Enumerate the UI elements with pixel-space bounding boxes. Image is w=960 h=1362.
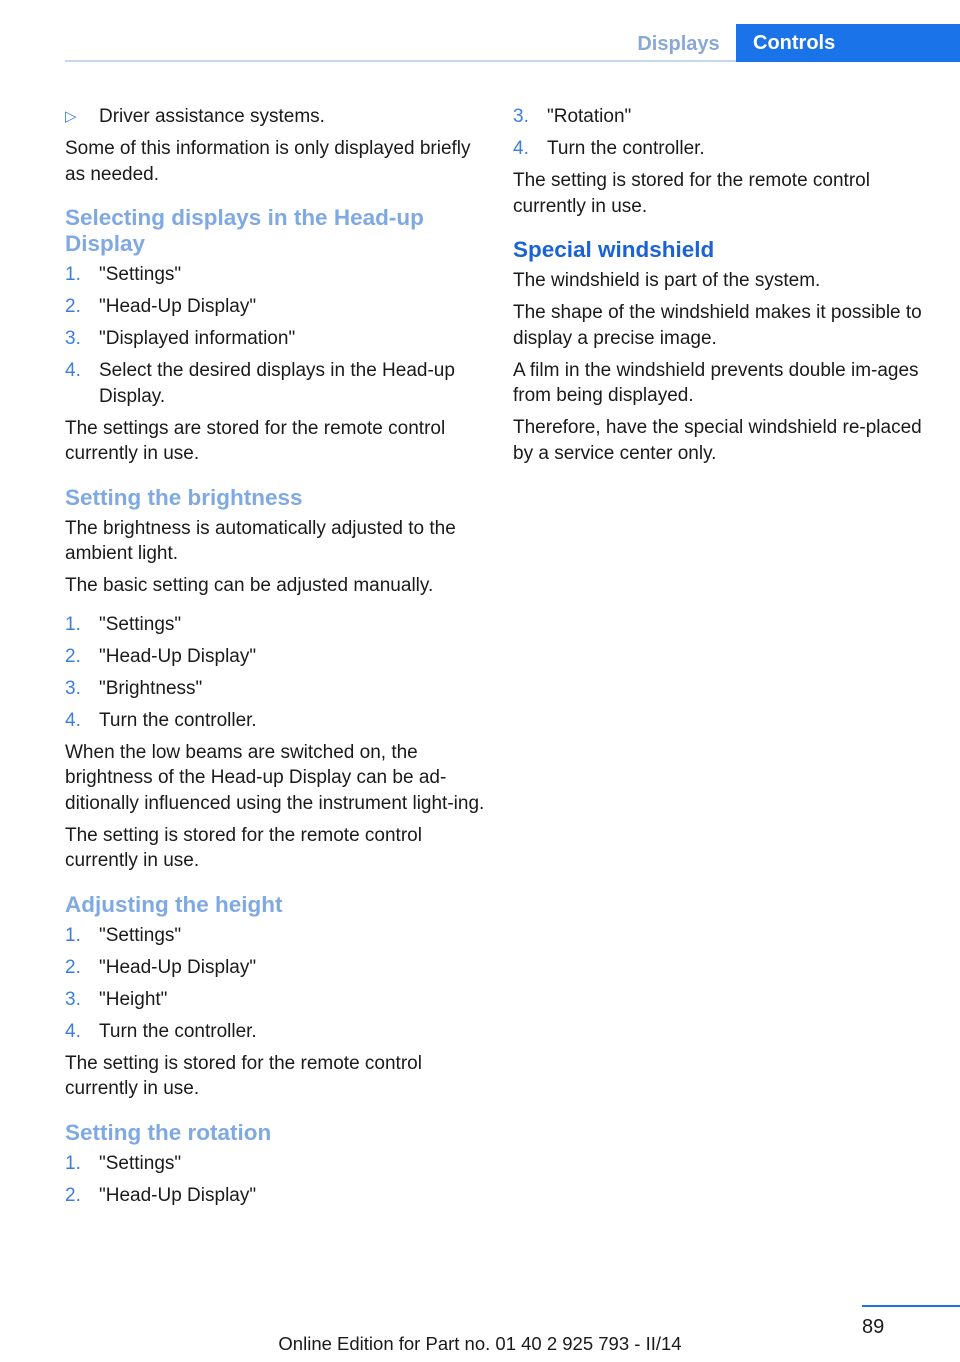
list-item: 4. Turn the controller. [513, 138, 705, 159]
paragraph: The brightness is automatically adjusted to the ambient light. [65, 517, 456, 564]
section-heading-special-windshield: Special windshield [513, 237, 715, 262]
paragraph: The settings are stored for the remote control currently in use. [65, 417, 446, 464]
list-item: 1. "Settings" [65, 613, 182, 635]
section-heading-height: Adjusting the height [65, 891, 283, 917]
paragraph: When the low beams are switched on, the brightness of the Head-up Display can be ad‐ditionally influenced using the instrument light‐ing. [65, 741, 485, 814]
list-item: 1. "Settings" [65, 924, 182, 946]
list-item: 1. "Settings" [65, 1152, 182, 1174]
tab-controls[interactable]: Controls [736, 24, 960, 62]
tab-displays[interactable]: Displays [637, 33, 720, 55]
section-heading-brightness: Setting the brightness [65, 484, 303, 510]
list-item: 2. "Head-Up Display" [65, 296, 257, 317]
steps-list-rotation [65, 1151, 485, 1209]
list-item: 2. "Head-Up Display" [65, 1184, 257, 1206]
page-number: 89 [862, 1316, 885, 1338]
paragraph: The basic setting can be adjusted manually. [65, 575, 434, 596]
list-item: 4. Select the desired displays in the Head-up Display. [65, 360, 455, 407]
list-item: 2. "Head-Up Display" [65, 645, 257, 667]
section-heading-rotation: Setting the rotation [65, 1119, 272, 1145]
page-number-divider [862, 1305, 960, 1307]
paragraph: Some of this information is only displayed briefly as needed. [65, 138, 471, 185]
right-column [513, 104, 928, 473]
steps-list-brightness [65, 612, 485, 734]
steps-list-height [65, 923, 485, 1045]
bullet-item: ▷ Driver assistance systems. [65, 104, 485, 130]
paragraph: The setting is stored for the remote control currently in use. [65, 824, 422, 871]
left-column [65, 104, 485, 1215]
paragraph: The shape of the windshield makes it possible to display a precise image. [513, 302, 922, 349]
list-item: 3. "Displayed information" [65, 328, 296, 349]
paragraph: The setting is stored for the remote control currently in use. [513, 170, 870, 217]
paragraph: Therefore, have the special windshield re‐placed by a service center only. [513, 417, 922, 464]
list-item: 2. "Head-Up Display" [65, 956, 257, 978]
footer-edition: Online Edition for Part no. 01 40 2 925 793 - II/14 [278, 1333, 682, 1354]
section-heading-selecting-displays: Selecting displays in the Head-up Display [65, 205, 424, 256]
paragraph: The windshield is part of the system. [513, 270, 821, 291]
list-item: 1. "Settings" [65, 264, 182, 285]
list-item: 3. "Height" [65, 988, 168, 1010]
steps-list-selecting [65, 262, 485, 409]
list-item: 4. Turn the controller. [65, 709, 257, 731]
paragraph: A film in the windshield prevents double im‐ages from being displayed. [513, 359, 919, 406]
list-item: 3. "Brightness" [65, 677, 203, 699]
list-item: 3. "Rotation" [513, 106, 632, 127]
list-item: 4. Turn the controller. [65, 1020, 257, 1042]
steps-list-rotation-continued [513, 104, 928, 162]
paragraph: The setting is stored for the remote control currently in use. [65, 1052, 422, 1099]
triangle-bullet-icon: ▷ [65, 108, 77, 125]
